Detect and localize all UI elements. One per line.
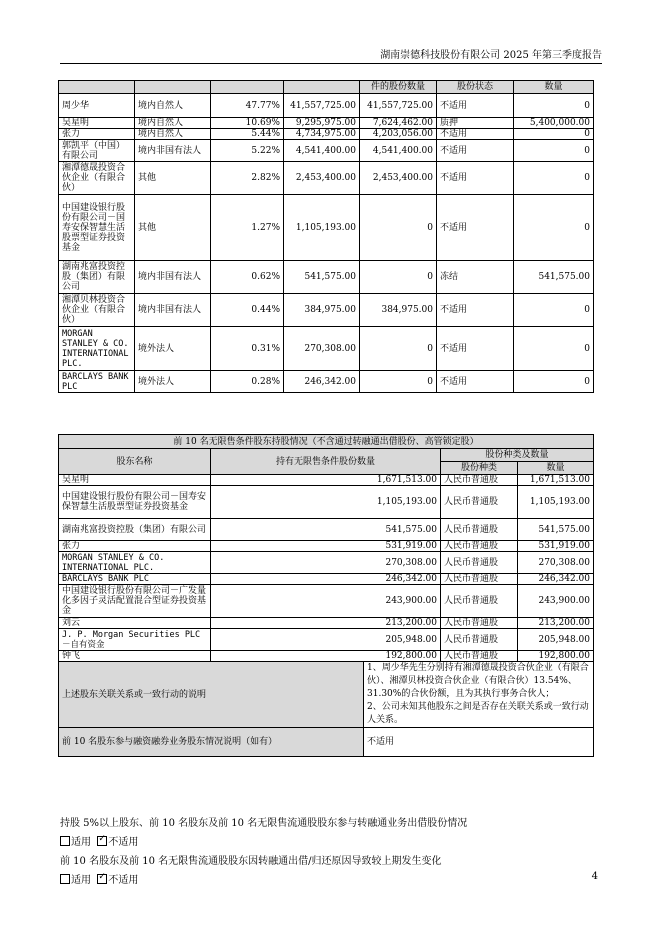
option-row-2 bbox=[60, 871, 138, 886]
related-text-2: 2、公司未知其他股东之间是否存在关联关系或一致行动人关系。 bbox=[367, 702, 589, 725]
pledge-qty: 0 bbox=[514, 140, 594, 162]
col-header-type-qty: 股份种类及数量 bbox=[441, 449, 594, 462]
holder-nature: 境内自然人 bbox=[135, 94, 211, 118]
holder-name: 湖南兆富投资控股（集团）有限公司 bbox=[59, 519, 211, 541]
checkbox-unchecked-icon[interactable] bbox=[60, 836, 70, 846]
note-lending: 持股 5%以上股东、前 10 名股东及前 10 名无限售流通股股东参与转融通业务出借股份情况 bbox=[60, 818, 468, 829]
option-not-applicable: 不适用 bbox=[108, 837, 139, 848]
share-qty: 531,919.00 bbox=[518, 541, 594, 552]
unrestricted-shares: 213,200.00 bbox=[211, 618, 441, 629]
restricted-shares: 0 bbox=[360, 371, 437, 393]
holder-nature: 境内自然人 bbox=[135, 129, 211, 140]
holder-nature: 其他 bbox=[135, 162, 211, 195]
restricted-shares: 2,453,400.00 bbox=[360, 162, 437, 195]
top-shareholders-table bbox=[58, 80, 594, 393]
shares-held: 9,295,975.00 bbox=[284, 118, 360, 129]
holder-nature: 境内非国有法人 bbox=[135, 261, 211, 294]
holder-name: 中国建设银行股份有限公司－广发量化多因子灵活配置混合型证券投资基金 bbox=[59, 585, 211, 618]
pledge-qty: 5,400,000.00 bbox=[514, 118, 594, 129]
unrestricted-shares: 1,671,513.00 bbox=[211, 475, 441, 486]
pledge-qty: 0 bbox=[514, 195, 594, 261]
pledge-status: 不适用 bbox=[437, 94, 514, 118]
report-header-title: 湖南崇德科技股份有限公司 2025 年第三季度报告 bbox=[380, 50, 602, 61]
pledge-status: 不适用 bbox=[437, 162, 514, 195]
pledge-qty: 541,575.00 bbox=[514, 261, 594, 294]
holding-pct: 0.28% bbox=[211, 371, 284, 393]
holder-nature: 境内非国有法人 bbox=[135, 140, 211, 162]
holder-nature: 境外法人 bbox=[135, 327, 211, 371]
share-type: 人民币普通股 bbox=[441, 475, 518, 486]
share-qty: 213,200.00 bbox=[518, 618, 594, 629]
holder-name: 湘潭德晟投资合伙企业（有限合伙） bbox=[59, 162, 135, 195]
shares-held: 41,557,725.00 bbox=[284, 94, 360, 118]
unrestricted-shares: 531,919.00 bbox=[211, 541, 441, 552]
holder-name: MORGAN STANLEY & CO. INTERNATIONAL PLC. bbox=[59, 327, 135, 371]
checkbox-checked-icon[interactable] bbox=[97, 836, 107, 846]
holding-pct: 0.62% bbox=[211, 261, 284, 294]
holding-pct: 47.77% bbox=[211, 94, 284, 118]
holder-name: BARCLAYS BANK PLC bbox=[59, 371, 135, 393]
holder-nature: 境内自然人 bbox=[135, 118, 211, 129]
pledge-qty: 0 bbox=[514, 129, 594, 140]
share-type: 人民币普通股 bbox=[441, 651, 518, 662]
restricted-shares: 41,557,725.00 bbox=[360, 94, 437, 118]
share-qty: 246,342.00 bbox=[518, 574, 594, 585]
shares-held: 270,308.00 bbox=[284, 327, 360, 371]
section-title: 前 10 名无限售条件股东持股情况（不含通过转融通出借股份、高管锁定股） bbox=[59, 435, 594, 449]
checkbox-checked-icon[interactable] bbox=[97, 874, 107, 884]
shares-held: 541,575.00 bbox=[284, 261, 360, 294]
table-row bbox=[59, 118, 594, 129]
table-row bbox=[59, 294, 594, 327]
pledge-status: 不适用 bbox=[437, 140, 514, 162]
table-row bbox=[59, 475, 594, 486]
option-applicable: 适用 bbox=[71, 875, 91, 886]
holder-name: J. P. Morgan Securities PLC－自有资金 bbox=[59, 629, 211, 651]
holding-pct: 5.44% bbox=[211, 129, 284, 140]
holder-nature: 境内非国有法人 bbox=[135, 294, 211, 327]
table-row bbox=[59, 629, 594, 651]
table-row bbox=[59, 162, 594, 195]
page-number: 4 bbox=[591, 871, 598, 882]
col-header-status: 股份状态 bbox=[437, 81, 514, 94]
table-row bbox=[59, 585, 594, 618]
share-qty: 1,671,513.00 bbox=[518, 475, 594, 486]
holding-pct: 0.44% bbox=[211, 294, 284, 327]
pledge-qty: 0 bbox=[514, 94, 594, 118]
restricted-shares: 384,975.00 bbox=[360, 294, 437, 327]
unrestricted-shareholders-table bbox=[58, 434, 594, 757]
holder-name: 湖南兆富投资控股（集团）有限公司 bbox=[59, 261, 135, 294]
pledge-status: 不适用 bbox=[437, 294, 514, 327]
holder-name: 郭凯平（中国）有限公司 bbox=[59, 140, 135, 162]
holder-nature: 其他 bbox=[135, 195, 211, 261]
share-qty: 192,800.00 bbox=[518, 651, 594, 662]
holder-name: 张力 bbox=[59, 129, 135, 140]
restricted-shares: 0 bbox=[360, 261, 437, 294]
pledge-status: 不适用 bbox=[437, 371, 514, 393]
related-text-1: 1、周少华先生分别持有湘潭德晟投资合伙企业（有限合伙）、湘潭贝林投资合伙企业（有限合伙）13.54%、31.30%的合伙份额，且为其执行事务合伙人； bbox=[367, 663, 589, 699]
col-header-restricted: 件的股份数量 bbox=[360, 81, 437, 94]
table-row bbox=[59, 261, 594, 294]
share-type: 人民币普通股 bbox=[441, 552, 518, 574]
unrestricted-shares: 541,575.00 bbox=[211, 519, 441, 541]
pledge-status: 不适用 bbox=[437, 195, 514, 261]
col-header-qty2: 数量 bbox=[518, 462, 594, 475]
share-qty: 1,105,193.00 bbox=[518, 486, 594, 519]
shares-held: 246,342.00 bbox=[284, 371, 360, 393]
header-divider bbox=[60, 63, 602, 64]
share-qty: 541,575.00 bbox=[518, 519, 594, 541]
shares-held: 4,734,975.00 bbox=[284, 129, 360, 140]
table-row bbox=[59, 519, 594, 541]
pledge-status: 质押 bbox=[437, 118, 514, 129]
table-row bbox=[59, 195, 594, 261]
holder-name: 张力 bbox=[59, 541, 211, 552]
holding-pct: 5.22% bbox=[211, 140, 284, 162]
holding-pct: 1.27% bbox=[211, 195, 284, 261]
table-row bbox=[59, 140, 594, 162]
holder-name: 刘云 bbox=[59, 618, 211, 629]
share-type: 人民币普通股 bbox=[441, 486, 518, 519]
unrestricted-shares: 270,308.00 bbox=[211, 552, 441, 574]
option-applicable: 适用 bbox=[71, 837, 91, 848]
table-row bbox=[59, 618, 594, 629]
related-label: 上述股东关联关系或一致行动的说明 bbox=[59, 662, 364, 728]
holder-name: MORGAN STANLEY & CO. INTERNATIONAL PLC. bbox=[59, 552, 211, 574]
unrestricted-shares: 246,342.00 bbox=[211, 574, 441, 585]
shares-held: 4,541,400.00 bbox=[284, 140, 360, 162]
option-row-1 bbox=[60, 833, 138, 848]
restricted-shares: 0 bbox=[360, 195, 437, 261]
unrestricted-shares: 205,948.00 bbox=[211, 629, 441, 651]
margin-trading-row bbox=[59, 728, 594, 757]
shares-held: 2,453,400.00 bbox=[284, 162, 360, 195]
holder-name: 周少华 bbox=[59, 94, 135, 118]
holding-pct: 2.82% bbox=[211, 162, 284, 195]
table-row bbox=[59, 541, 594, 552]
pledge-status: 不适用 bbox=[437, 129, 514, 140]
holder-name: 钟飞 bbox=[59, 651, 211, 662]
pledge-status: 冻结 bbox=[437, 261, 514, 294]
note-change: 前 10 名股东及前 10 名无限售流通股股东因转融通出借/归还原因导致较上期发生变化 bbox=[60, 856, 442, 867]
table-header-row bbox=[59, 81, 594, 94]
restricted-shares: 7,624,462.00 bbox=[360, 118, 437, 129]
unrestricted-shares: 243,900.00 bbox=[211, 585, 441, 618]
table-row bbox=[59, 327, 594, 371]
share-type: 人民币普通股 bbox=[441, 574, 518, 585]
checkbox-unchecked-icon[interactable] bbox=[60, 874, 70, 884]
holder-name: 吴星明 bbox=[59, 475, 211, 486]
holder-name: 中国建设银行股份有限公司－国寿安保智慧生活股票型证券投资基金 bbox=[59, 195, 135, 261]
share-type: 人民币普通股 bbox=[441, 629, 518, 651]
shares-held: 384,975.00 bbox=[284, 294, 360, 327]
share-type: 人民币普通股 bbox=[441, 585, 518, 618]
share-qty: 270,308.00 bbox=[518, 552, 594, 574]
table-row bbox=[59, 552, 594, 574]
option-not-applicable: 不适用 bbox=[108, 875, 139, 886]
pledge-qty: 0 bbox=[514, 371, 594, 393]
restricted-shares: 4,203,056.00 bbox=[360, 129, 437, 140]
restricted-shares: 0 bbox=[360, 327, 437, 371]
shares-held: 1,105,193.00 bbox=[284, 195, 360, 261]
section-title-row bbox=[59, 435, 594, 449]
col-header-type: 股份种类 bbox=[441, 462, 518, 475]
holder-name: 湘潭贝林投资合伙企业（有限合伙） bbox=[59, 294, 135, 327]
share-qty: 243,900.00 bbox=[518, 585, 594, 618]
share-qty: 205,948.00 bbox=[518, 629, 594, 651]
unrestricted-shares: 1,105,193.00 bbox=[211, 486, 441, 519]
holder-name: 吴星明 bbox=[59, 118, 135, 129]
margin-label: 前 10 名股东参与融资融券业务股东情况说明（如有） bbox=[59, 728, 364, 757]
table-row bbox=[59, 574, 594, 585]
pledge-qty: 0 bbox=[514, 327, 594, 371]
pledge-qty: 0 bbox=[514, 162, 594, 195]
related-parties-row bbox=[59, 662, 594, 728]
table-row bbox=[59, 129, 594, 140]
holding-pct: 0.31% bbox=[211, 327, 284, 371]
table-row bbox=[59, 651, 594, 662]
table-row bbox=[59, 371, 594, 393]
holder-name: 中国建设银行股份有限公司－国寿安保智慧生活股票型证券投资基金 bbox=[59, 486, 211, 519]
restricted-shares: 4,541,400.00 bbox=[360, 140, 437, 162]
table-row bbox=[59, 94, 594, 118]
share-type: 人民币普通股 bbox=[441, 541, 518, 552]
col-header-qty: 数量 bbox=[514, 81, 594, 94]
pledge-status: 不适用 bbox=[437, 327, 514, 371]
holder-nature: 境外法人 bbox=[135, 371, 211, 393]
share-type: 人民币普通股 bbox=[441, 618, 518, 629]
holder-name: BARCLAYS BANK PLC bbox=[59, 574, 211, 585]
col-header-shares: 持有无限售条件股份数量 bbox=[211, 449, 441, 475]
table-row bbox=[59, 486, 594, 519]
pledge-qty: 0 bbox=[514, 294, 594, 327]
col-header-name: 股东名称 bbox=[59, 449, 211, 475]
holding-pct: 10.69% bbox=[211, 118, 284, 129]
margin-text: 不适用 bbox=[364, 728, 594, 757]
unrestricted-shares: 192,800.00 bbox=[211, 651, 441, 662]
share-type: 人民币普通股 bbox=[441, 519, 518, 541]
